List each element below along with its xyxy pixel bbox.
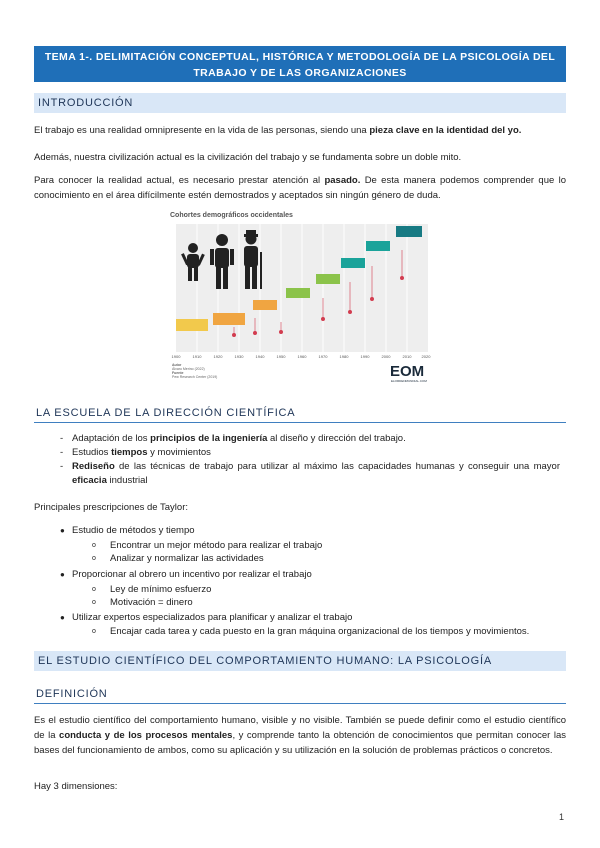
dash-bullet: - (60, 461, 64, 472)
dash-bullet: - (60, 433, 64, 444)
round-bullet: ● (60, 570, 65, 579)
intro-heading: INTRODUCCIÓN (34, 93, 566, 113)
intro-paragraph-3 (34, 173, 566, 203)
cohorts-illustration (168, 208, 433, 384)
list-item: o Analizar y normalizar las actividades (92, 553, 264, 564)
eom-logo-mark: EOM (390, 363, 425, 380)
cohort-box-3 (253, 300, 277, 310)
definition-paragraph: Es el estudio científico del comportamiento humano, visible y no visible. También se puede definir como el estudio científico de la conducta y de los procesos mentales, y comprende tanto la obtención de conocimientos que permitan conocer las bases del funcionamiento de ambos, como su aplicación y su utilización en la solución de problemas prácticos o concretos. (34, 715, 566, 756)
year-axis (172, 354, 432, 359)
year-label: 1950 (276, 354, 286, 359)
cohort-box-8 (396, 226, 422, 237)
circle-bullet: o (92, 555, 96, 562)
figure-source (172, 363, 217, 379)
cohort-box-2 (213, 313, 245, 325)
title-line-2: TRABAJO Y DE LAS ORGANIZACIONES (193, 67, 407, 79)
list-item: - Adaptación de los principios de la ingeniería al diseño y dirección del trabajo. (60, 433, 406, 444)
list-item: ● Utilizar expertos especializados para planificar y analizar el trabajo (60, 612, 353, 623)
list-item: ● Proporcionar al obrero un incentivo por realizar el trabajo (60, 569, 312, 580)
intro-paragraph-2: Además, nuestra civilización actual es la civilización del trabajo y se fundamenta sobre un doble mito. (34, 152, 462, 163)
year-label: 1920 (213, 354, 223, 359)
taylor-heading: Principales prescripciones de Taylor: (34, 502, 189, 513)
scientific-management-heading: LA ESCUELA DE LA DIRECCIÓN CIENTÍFICA (34, 405, 566, 423)
year-label: 1990 (360, 354, 370, 359)
source-line: Álvaro Merino (2022) (172, 367, 205, 371)
cohort-box-7 (366, 241, 390, 251)
figure-title: Cohortes demográficos occidentales (170, 212, 293, 219)
year-label: 1930 (234, 354, 244, 359)
list-item: ● Estudio de métodos y tiempo (60, 525, 195, 536)
intro-p1-text: El trabajo es una realidad omnipresente en la vida de las personas, siendo una (34, 125, 370, 136)
page-number: 1 (559, 812, 565, 822)
eom-logo (390, 363, 427, 383)
title-line-1: TEMA 1-. DELIMITACIÓN CONCEPTUAL, HISTÓRICA Y METODOLOGÍA DE LA PSICOLOGÍA DEL (44, 51, 556, 63)
scientific-study-heading: EL ESTUDIO CIENTÍFICO DEL COMPORTAMIENTO HUMANO: LA PSICOLOGÍA (34, 651, 566, 671)
intro-p3-bold: pasado. (324, 175, 361, 186)
year-label: 1900 (171, 354, 181, 359)
year-label: 1940 (255, 354, 265, 359)
source-line: Fuente (172, 371, 184, 375)
circle-bullet: o (92, 628, 96, 635)
list-item: - Estudios tiempos y movimientos (60, 447, 211, 458)
year-label: 2000 (381, 354, 391, 359)
intro-p1-bold: pieza clave en la identidad del yo. (369, 125, 522, 136)
intro-p3-text-2: De esta manera podemos comprender que lo conocimiento en el área difícilmente estén demostrados y aceptados sin ningún género de duda. (34, 175, 566, 201)
list-item: - Rediseño de las técnicas de trabajo para utilizar al máximo las capacidades humanas y conseguir una mayor eficacia industrial (60, 461, 560, 486)
list-item: o Motivación = dinero (92, 597, 193, 608)
circle-bullet: o (92, 542, 96, 549)
cohort-box-4 (286, 288, 310, 298)
cohort-box-6 (341, 258, 365, 268)
list-item: o Encajar cada tarea y cada puesto en la gran máquina organizacional de los tiempos y movimientos. (92, 626, 530, 637)
round-bullet: ● (60, 613, 65, 622)
dash-bullet: - (60, 447, 64, 458)
year-label: 2020 (421, 354, 431, 359)
year-label: 2010 (402, 354, 412, 359)
eom-logo-subtitle: ELORDENMUNDIAL.COM (391, 379, 427, 383)
year-label: 1970 (318, 354, 328, 359)
year-label: 1910 (192, 354, 202, 359)
circle-bullet: o (92, 586, 96, 593)
cohort-box-5 (316, 274, 340, 284)
year-label: 1980 (339, 354, 349, 359)
round-bullet: ● (60, 526, 65, 535)
source-line: Autor (172, 363, 182, 367)
list-item: o Encontrar un mejor método para realizar el trabajo (92, 540, 323, 551)
source-line: Pew Research Center (2019) (172, 375, 218, 379)
year-label: 1960 (297, 354, 307, 359)
cohorts-figure (168, 208, 433, 384)
definition-heading: DEFINICIÓN (34, 686, 566, 704)
circle-bullet: o (92, 599, 96, 606)
cohort-box-1 (176, 319, 208, 331)
intro-p3-text-1: Para conocer la realidad actual, es necesario prestar atención al (34, 175, 325, 186)
list-item: o Ley de mínimo esfuerzo (92, 584, 212, 595)
document-title (34, 46, 566, 82)
intro-paragraph-1 (34, 123, 566, 138)
dimensions-text: Hay 3 dimensiones: (34, 781, 118, 792)
